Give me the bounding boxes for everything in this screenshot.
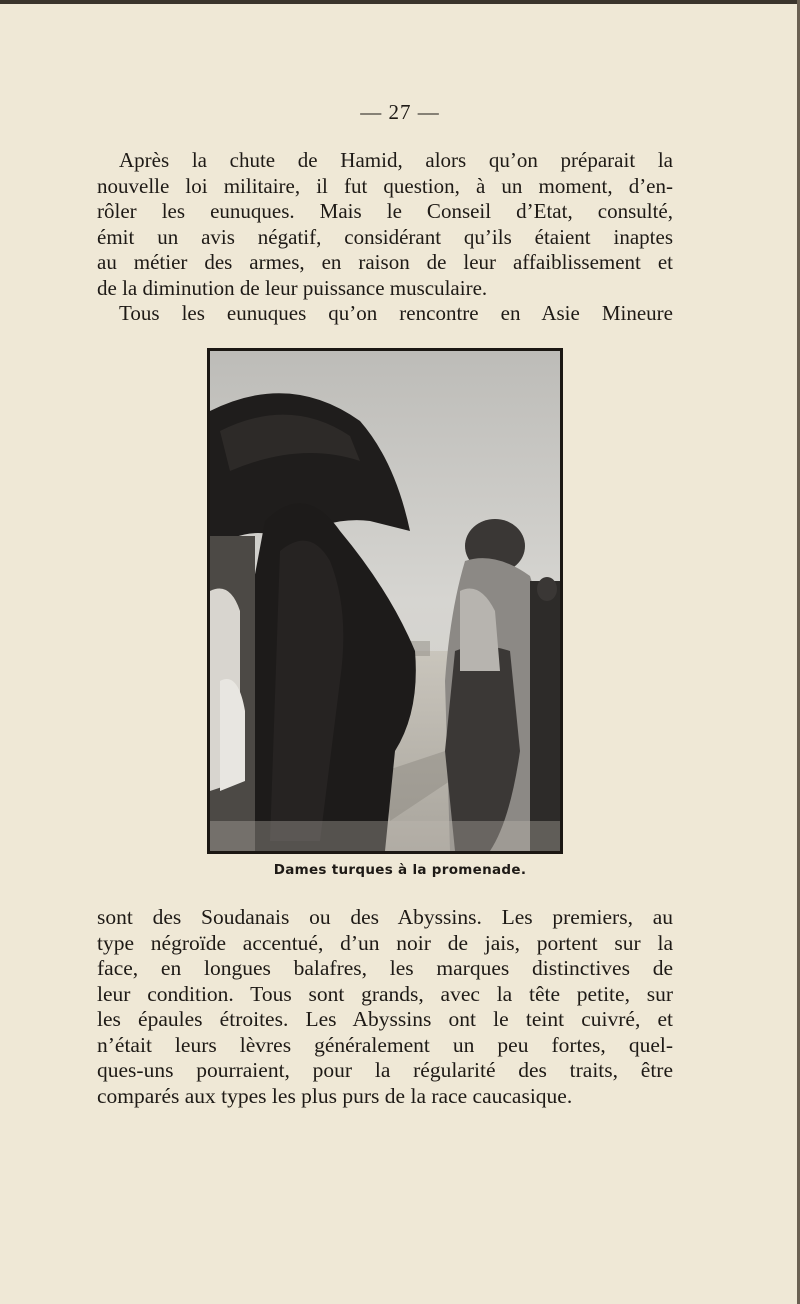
text-line: n’était leurs lèvres généralement un peu fortes, quel- (97, 1032, 673, 1057)
figure-caption: Dames turques à la promenade. (273, 862, 527, 878)
text-line: de la diminution de leur puissance musculaire. (97, 275, 488, 300)
text-line: face, en longues balafres, les marques distinctives de (97, 956, 673, 980)
text-line: nouvelle loi militaire, il fut question, à un moment, d’en- (97, 173, 673, 198)
paragraph-1 (97, 148, 673, 327)
text-line: au métier des armes, en raison de leur affaiblissement et (97, 250, 673, 274)
text-line: sont des Soudanais ou des Abyssins. Les premiers, au (97, 905, 673, 929)
text-line: rôler les eunuques. Mais le Conseil d’Etat, consulté, (97, 199, 673, 223)
text-line: ques-uns pourraient, pour la régularité des traits, être (97, 1058, 673, 1082)
text-line: comparés aux types les plus purs de la race caucasique. (97, 1083, 573, 1108)
text-line: Tous les eunuques qu’on rencontre en Asie Mineure (119, 301, 673, 325)
text-line: type négroïde accentué, d’un noir de jais, portent sur la (97, 930, 673, 955)
page-number: — 27 — (360, 100, 440, 124)
photograph-image (210, 351, 560, 851)
photograph (207, 348, 563, 854)
paragraph-2 (97, 905, 673, 1109)
text-line: leur condition. Tous sont grands, avec la tête petite, sur (97, 981, 673, 1006)
page-top-edge (0, 0, 800, 4)
text-line: Après la chute de Hamid, alors qu’on préparait la (119, 148, 673, 172)
text-line: les épaules étroites. Les Abyssins ont le teint cuivré, et (97, 1007, 673, 1031)
text-line: émit un avis négatif, considérant qu’ils étaient inaptes (97, 224, 673, 249)
